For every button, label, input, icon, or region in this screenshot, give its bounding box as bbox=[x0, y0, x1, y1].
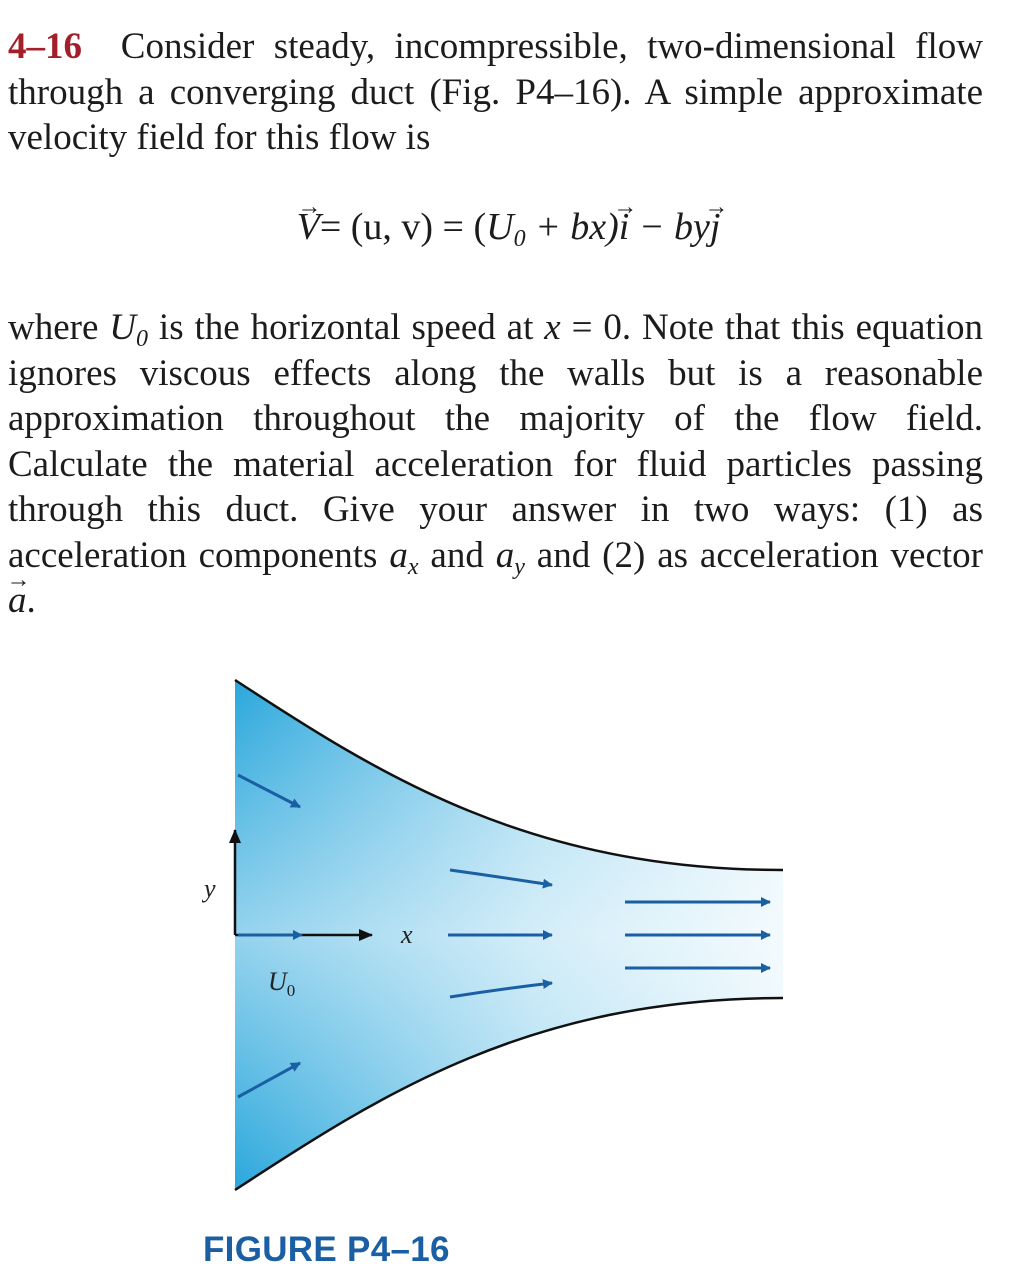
a-vector-symbol: a → bbox=[8, 578, 27, 624]
eq-v-vector: V → bbox=[297, 204, 320, 250]
problem-statement-intro bbox=[8, 24, 983, 161]
intro-text: Consider steady, incompressible, two-dimensional flow through a converging duct (Fig. P4–16). A simple approximate velocity field for this flow is bbox=[8, 26, 984, 158]
velocity-equation bbox=[0, 204, 1017, 250]
u0-label: $U_0$ bbox=[268, 967, 296, 1000]
problem-statement-body: where $U_0$ is the horizontal speed at x = 0. Note that this equation ignores viscous effects along the walls but is a reasonable approximation throughout the majority of the flow field. Calculate the material acceleration for fluid particles passing through this duct. Give your answer in two ways: (1) as acceleration components $a_x$ and $a_y$ and (2) as acceleration vector a →. bbox=[8, 305, 983, 624]
eq-u0: $U_0$ bbox=[486, 206, 526, 252]
eq-by: − by bbox=[629, 206, 710, 248]
x-symbol: x bbox=[544, 307, 561, 348]
eq-j-vector: j → bbox=[710, 204, 721, 250]
converging-duct-figure bbox=[200, 665, 820, 1210]
ay-symbol: $a_y$ bbox=[495, 534, 525, 580]
figure-caption: FIGURE P4–16 bbox=[203, 1230, 450, 1269]
problem-number: 4–16 bbox=[8, 26, 82, 67]
x-axis-label: x bbox=[401, 920, 413, 949]
u0-symbol: $U_0$ bbox=[109, 307, 149, 352]
y-axis-label: y bbox=[204, 874, 216, 903]
ax-symbol: $a_x$ bbox=[389, 534, 419, 580]
eq-i-vector: i → bbox=[619, 204, 630, 250]
eq-middle: = (u, v) = ( bbox=[319, 206, 487, 248]
eq-bx: + bx) bbox=[525, 206, 619, 248]
